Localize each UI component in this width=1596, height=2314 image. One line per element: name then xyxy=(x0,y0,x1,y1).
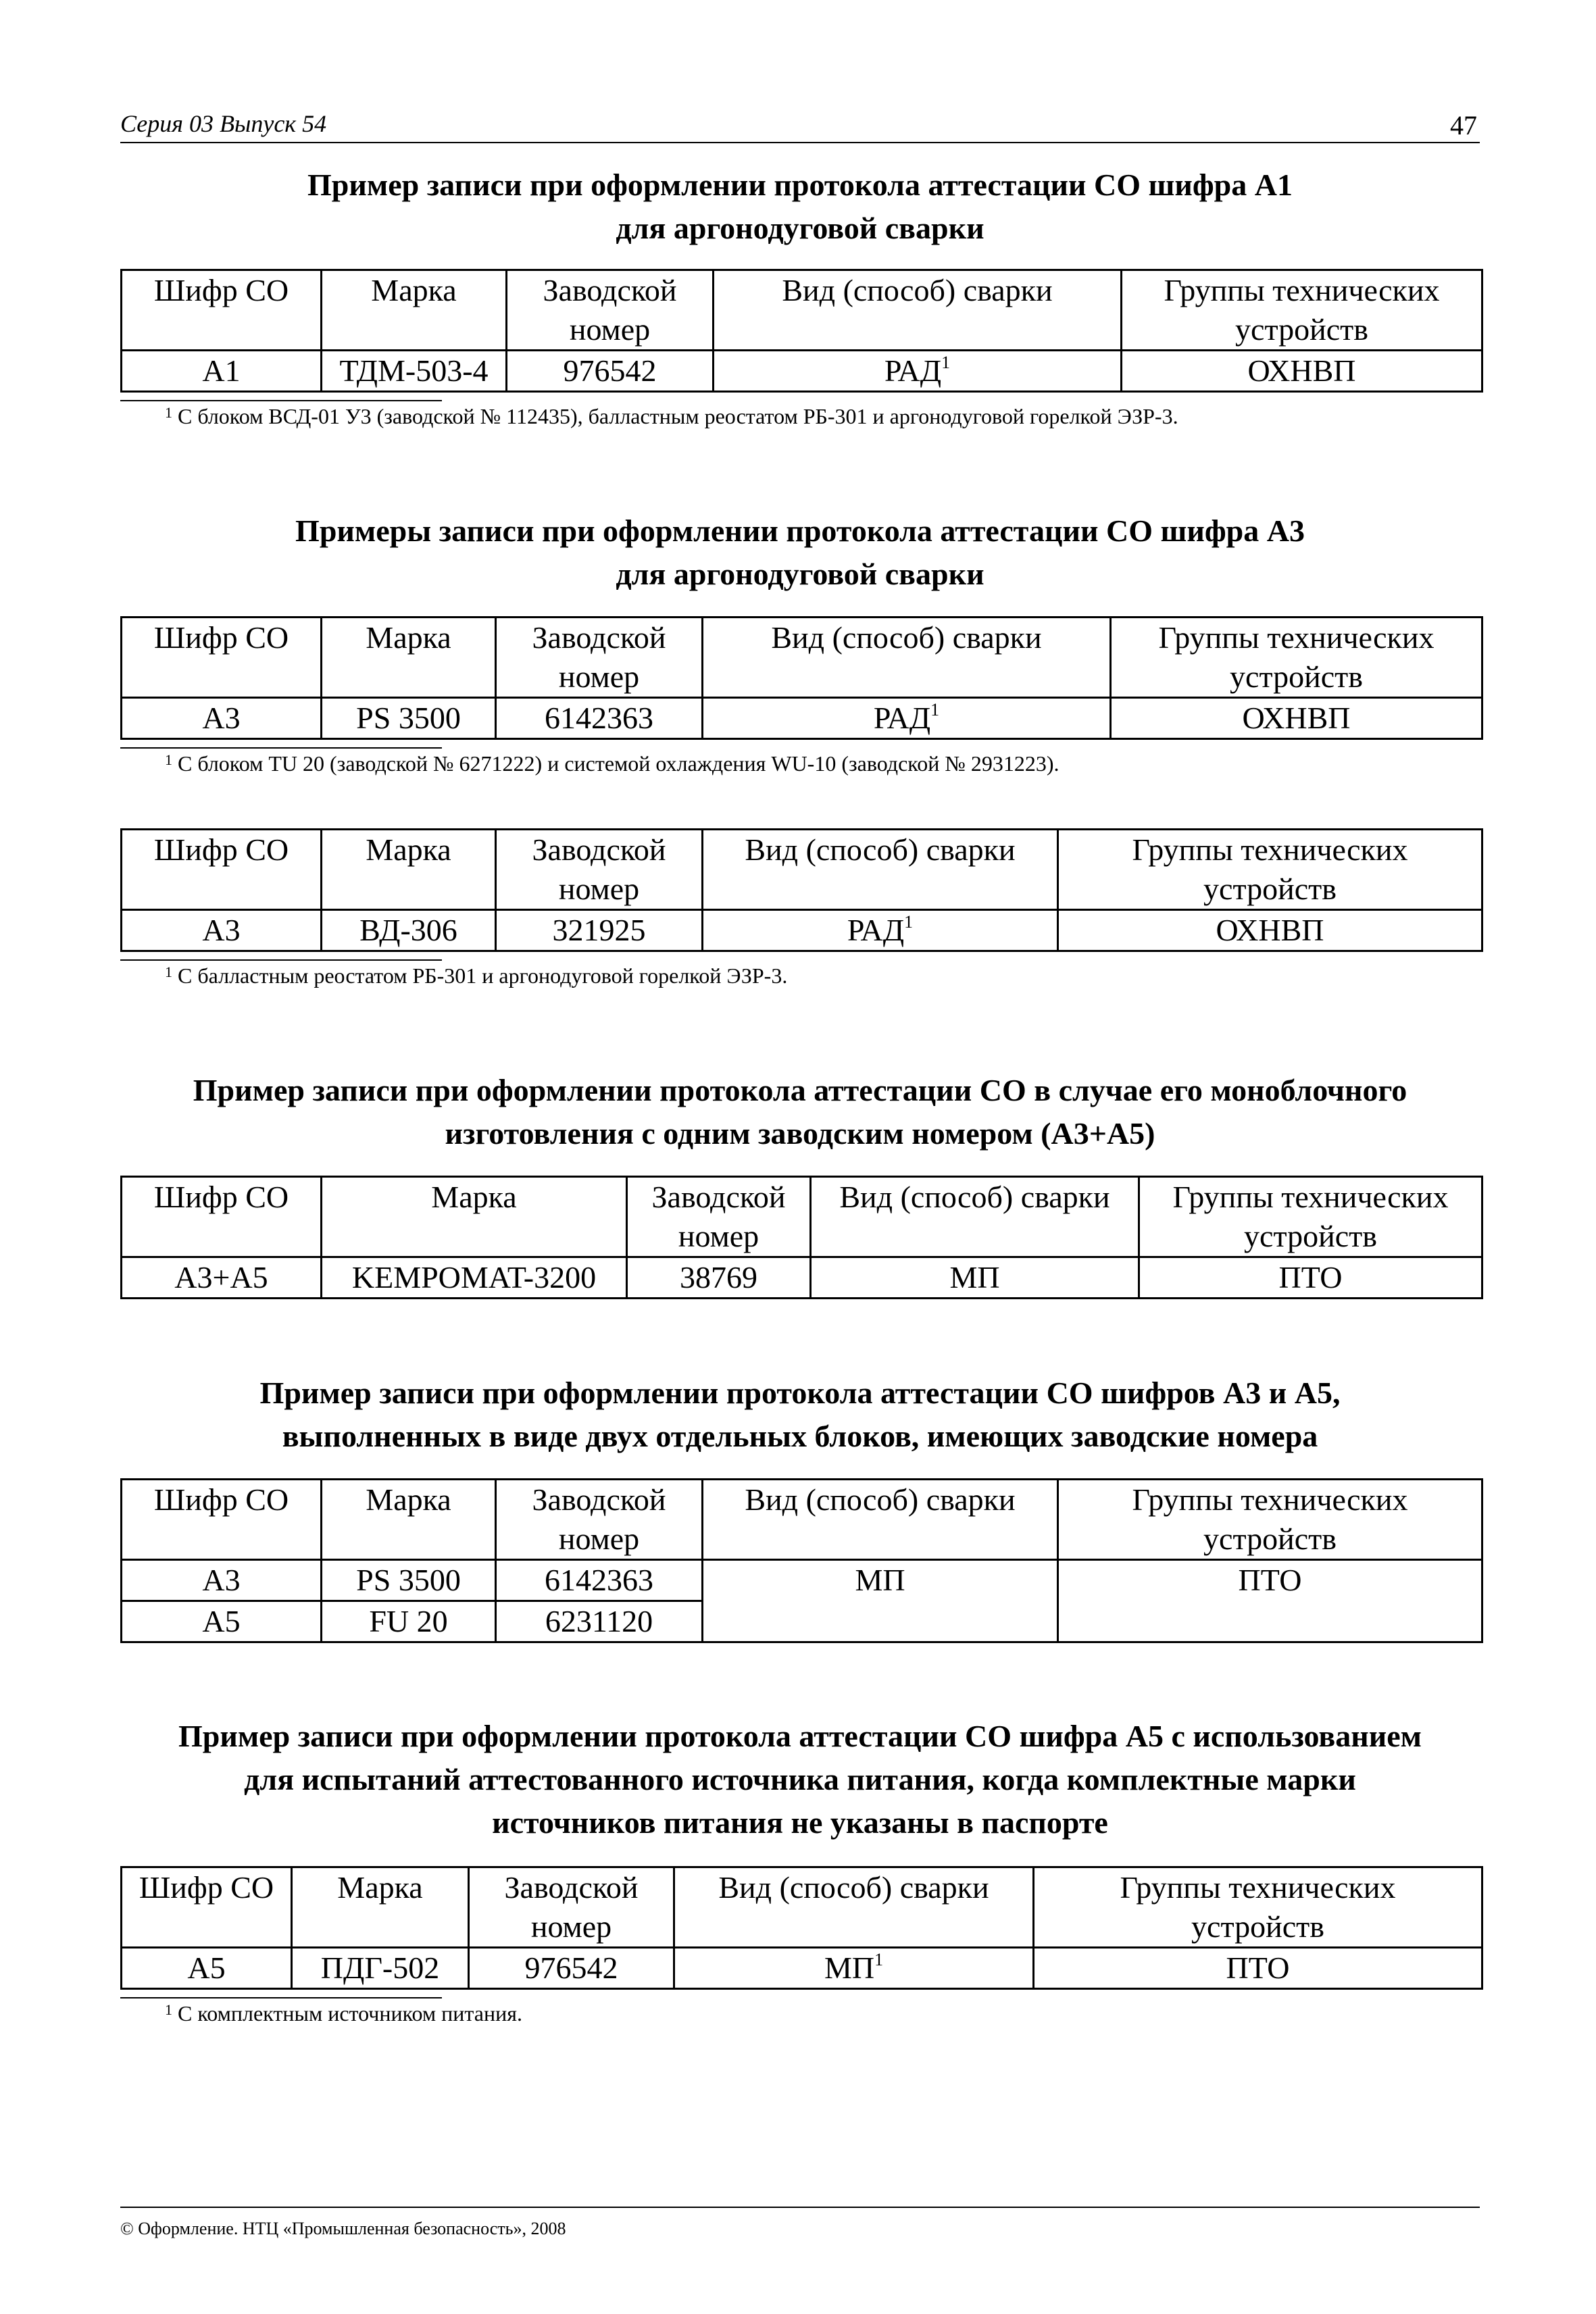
cell-groups: ОХНВП xyxy=(1058,910,1482,951)
col-serial: Заводской номер xyxy=(496,618,703,698)
table-row xyxy=(122,1257,1482,1299)
col-brand: Марка xyxy=(322,618,496,698)
col-groups: Группы технических устройств xyxy=(1139,1177,1482,1257)
col-code: Шифр СО xyxy=(122,830,322,910)
footnote-divider xyxy=(120,747,442,749)
footnote-ref: 1 xyxy=(904,912,914,932)
series-label: Серия 03 Выпуск 54 xyxy=(120,110,327,137)
cell-groups: ПТО xyxy=(1034,1948,1482,1989)
page-footer xyxy=(120,2207,1480,2238)
table-row xyxy=(122,351,1482,392)
col-method: Вид (способ) сварки xyxy=(674,1867,1034,1948)
footnote-divider xyxy=(120,1997,442,1998)
cell-brand: PS 3500 xyxy=(322,1560,496,1601)
cell-code: А3 xyxy=(122,910,322,951)
cell-method: РАД$^1$ xyxy=(703,698,1111,739)
table-header-row xyxy=(122,830,1482,910)
cell-code: А5 xyxy=(122,1948,292,1989)
cell-brand: ПДГ-502 xyxy=(292,1948,469,1989)
col-brand: Марка xyxy=(322,1177,627,1257)
col-brand: Марка xyxy=(322,830,496,910)
col-method: Вид (способ) сварки xyxy=(703,618,1111,698)
col-method: Вид (способ) сварки xyxy=(703,830,1058,910)
cell-groups: ПТО xyxy=(1139,1257,1482,1299)
table-row xyxy=(122,1560,1482,1601)
col-code: Шифр СО xyxy=(122,1480,322,1560)
col-serial: Заводской номер xyxy=(496,830,703,910)
table-header-row xyxy=(122,1480,1482,1560)
col-method: Вид (способ) сварки xyxy=(703,1480,1058,1560)
table-header-row xyxy=(122,618,1482,698)
footnote-ref: 1 xyxy=(874,1950,884,1969)
footnote-ref: 1 xyxy=(941,353,951,372)
section-title-a1: Пример записи при оформлении протокола аттестации СО шифра А1 для аргонодуговой сварки xyxy=(307,168,1293,245)
col-code: Шифр СО xyxy=(122,1177,322,1257)
footnote-divider xyxy=(120,400,442,401)
col-method: Вид (способ) сварки xyxy=(811,1177,1139,1257)
col-code: Шифр СО xyxy=(122,1867,292,1948)
page-header xyxy=(120,109,1480,143)
table-header-row xyxy=(122,1177,1482,1257)
col-brand: Марка xyxy=(292,1867,469,1948)
cell-serial: 6231120 xyxy=(496,1601,703,1642)
table-a3-vd306 xyxy=(120,828,1483,952)
col-serial: Заводской номер xyxy=(507,270,714,351)
col-code: Шифр СО xyxy=(122,618,322,698)
cell-serial: 38769 xyxy=(627,1257,811,1299)
copyright: © Оформление. НТЦ «Промышленная безопасность», 2008 xyxy=(120,2219,566,2238)
col-code: Шифр СО xyxy=(122,270,322,351)
cell-code: А3 xyxy=(122,1560,322,1601)
section-title-a3a5-mono: Пример записи при оформлении протокола аттестации СО в случае его моноблочного изготовления с одним заводским номером (А3+А5) xyxy=(193,1073,1407,1151)
cell-method: $МП^1$ xyxy=(674,1948,1034,1989)
col-serial: Заводской номер xyxy=(627,1177,811,1257)
table-row xyxy=(122,1948,1482,1989)
cell-brand: FU 20 xyxy=(322,1601,496,1642)
cell-method: МП xyxy=(703,1560,1058,1642)
table-row xyxy=(122,698,1482,739)
section-title-a3-a5-separate: Пример записи при оформлении протокола аттестации СО шифров А3 и А5, выполненных в виде двух отдельных блоков, имеющих заводские номера xyxy=(259,1376,1341,1453)
cell-serial: 6142363 xyxy=(496,1560,703,1601)
cell-groups: ОХНВП xyxy=(1122,351,1482,392)
col-groups: Группы технических устройств xyxy=(1122,270,1482,351)
col-brand: Марка xyxy=(322,270,507,351)
col-serial: Заводской номер xyxy=(469,1867,674,1948)
table-header-row xyxy=(122,270,1482,351)
cell-code: А1 xyxy=(122,351,322,392)
col-groups: Группы технических устройств xyxy=(1058,830,1482,910)
col-serial: Заводской номер xyxy=(496,1480,703,1560)
cell-serial: 6142363 xyxy=(496,698,703,739)
col-method: Вид (способ) сварки xyxy=(714,270,1122,351)
footnote: $^1$ С блоком TU 20 (заводской № 6271222) и системой охлаждения WU-10 (заводской № 2931223). xyxy=(165,751,1059,776)
table-header-row xyxy=(122,1867,1482,1948)
cell-code: А5 xyxy=(122,1601,322,1642)
table-row xyxy=(122,910,1482,951)
cell-serial: 976542 xyxy=(469,1948,674,1989)
footnote: $^1$ С блоком ВСД-01 У3 (заводской № 112435), балластным реостатом РБ-301 и аргонодуговой горелкой ЭЗР-3. xyxy=(165,404,1178,428)
table-a3-a5-separate xyxy=(120,1478,1483,1643)
cell-brand: ВД-306 xyxy=(322,910,496,951)
footnote: $^1$ С комплектным источником питания. xyxy=(165,2001,522,2026)
table-a5 xyxy=(120,1866,1483,1990)
col-groups: Группы технических устройств xyxy=(1058,1480,1482,1560)
cell-serial: 976542 xyxy=(507,351,714,392)
cell-brand: PS 3500 xyxy=(322,698,496,739)
col-groups: Группы технических устройств xyxy=(1034,1867,1482,1948)
cell-code: А3+А5 xyxy=(122,1257,322,1299)
cell-method: МП xyxy=(811,1257,1139,1299)
col-brand: Марка xyxy=(322,1480,496,1560)
footnote-ref: 1 xyxy=(930,700,940,720)
section-title-a3: Примеры записи при оформлении протокола аттестации СО шифра А3 для аргонодуговой сварки xyxy=(295,513,1305,591)
cell-groups: ПТО xyxy=(1058,1560,1482,1642)
cell-method: РАД$^1$ xyxy=(703,910,1058,951)
cell-method: РАД$^1$ xyxy=(714,351,1122,392)
footnote: $^1$ С балластным реостатом РБ-301 и аргонодуговой горелкой ЭЗР-3. xyxy=(165,963,788,988)
col-groups: Группы технических устройств xyxy=(1111,618,1482,698)
table-a1 xyxy=(120,269,1483,393)
footnote-divider xyxy=(120,959,442,961)
page-number: 47 xyxy=(1450,110,1477,141)
cell-brand: ТДМ-503-4 xyxy=(322,351,507,392)
cell-serial: 321925 xyxy=(496,910,703,951)
section-title-a5: Пример записи при оформлении протокола аттестации СО шифра А5 с использованием для испытаний аттестованного источника питания, когда комплектные марки источников питания не указаны в паспорте xyxy=(178,1719,1422,1840)
table-a3-ps3500 xyxy=(120,616,1483,740)
table-a3a5-mono xyxy=(120,1176,1483,1299)
cell-brand: KEMPOMAT-3200 xyxy=(322,1257,627,1299)
cell-code: А3 xyxy=(122,698,322,739)
cell-groups: ОХНВП xyxy=(1111,698,1482,739)
